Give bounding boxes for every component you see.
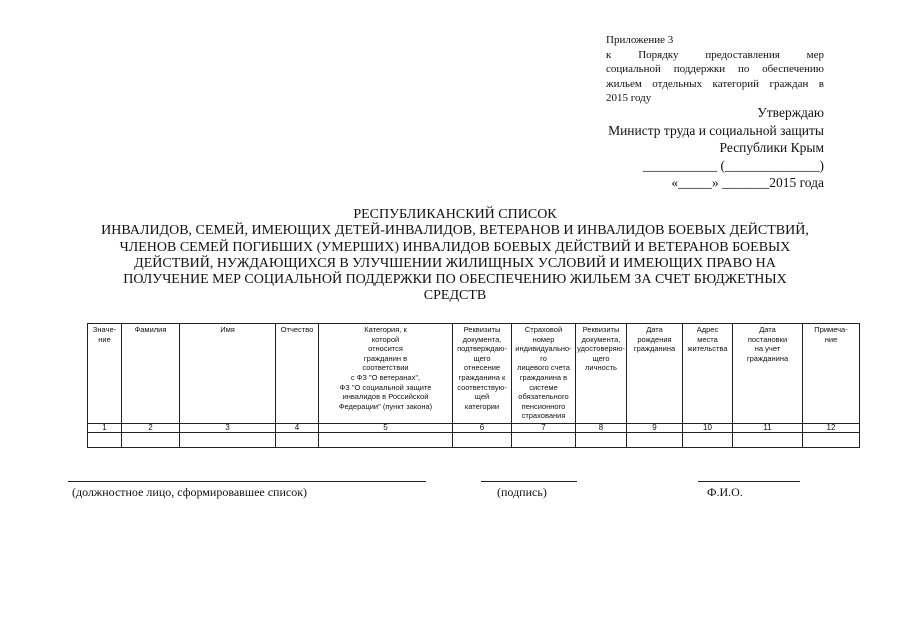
table-cell[interactable] xyxy=(576,433,627,448)
header-cell: Примеча- ние xyxy=(803,324,860,424)
header-cell: Реквизиты документа, подтверждаю- щего отнесение гражданина к соответствую- щей категории xyxy=(453,324,512,424)
table-cell[interactable] xyxy=(276,433,319,448)
title-line: ДЕЙСТВИЙ, НУЖДАЮЩИХСЯ В УЛУЧШЕНИИ ЖИЛИЩНЫХ УСЛОВИЙ И ИМЕЮЩИХ ПРАВО НА xyxy=(134,255,776,271)
header-cell: Реквизиты документа, удостоверяю- щего личность xyxy=(576,324,627,424)
official-signature-line[interactable] xyxy=(68,481,426,482)
document-title xyxy=(60,207,850,305)
header-cell: Дата постановки на учет гражданина xyxy=(733,324,803,424)
column-number: 4 xyxy=(276,424,319,433)
title-line: СРЕДСТВ xyxy=(423,288,487,304)
approval-line: Министр труда и социальной защиты xyxy=(608,122,824,138)
column-number: 5 xyxy=(319,424,453,433)
column-number: 3 xyxy=(180,424,276,433)
header-cell: Дата рождения гражданина xyxy=(627,324,683,424)
title-line: ИНВАЛИДОВ, СЕМЕЙ, ИМЕЮЩИХ ДЕТЕЙ-ИНВАЛИДОВ, ВЕТЕРАНОВ И ИНВАЛИДОВ БОЕВЫХ ДЕЙСТВИЙ, xyxy=(101,223,809,239)
approval-date-blank: «_____» _______2015 года xyxy=(671,175,824,190)
header-cell: Отчество xyxy=(276,324,319,424)
appendix-line: Приложение 3 xyxy=(606,34,674,46)
column-number: 9 xyxy=(627,424,683,433)
table-cell[interactable] xyxy=(803,433,860,448)
table-cell[interactable] xyxy=(122,433,180,448)
appendix-line: социальной поддержки по обеспечению xyxy=(606,63,824,75)
approval-line: Утверждаю xyxy=(757,105,824,120)
column-number: 10 xyxy=(683,424,733,433)
table-cell[interactable] xyxy=(319,433,453,448)
appendix-line: к Порядку предоставления мер xyxy=(606,48,824,61)
column-number: 8 xyxy=(576,424,627,433)
applicants-table xyxy=(87,323,860,448)
official-caption: (должностное лицо, сформировавшее список) xyxy=(72,485,308,499)
column-number: 7 xyxy=(512,424,576,433)
title-line: ПОЛУЧЕНИЕ МЕР СОЦИАЛЬНОЙ ПОДДЕРЖКИ ПО ОБЕСПЕЧЕНИЮ ЖИЛЬЕМ ЗА СЧЕТ БЮДЖЕТНЫХ xyxy=(123,272,787,288)
column-number: 1 xyxy=(88,424,122,433)
header-cell: Имя xyxy=(180,324,276,424)
table-cell[interactable] xyxy=(88,433,122,448)
title-line: РЕСПУБЛИКАНСКИЙ СПИСОК xyxy=(353,207,557,222)
column-number: 6 xyxy=(453,424,512,433)
table-cell[interactable] xyxy=(683,433,733,448)
column-number: 2 xyxy=(122,424,180,433)
title-line: ЧЛЕНОВ СЕМЕЙ ПОГИБШИХ (УМЕРШИХ) ИНВАЛИДОВ БОЕВЫХ ДЕЙСТВИЙ И ВЕТЕРАНОВ БОЕВЫХ xyxy=(119,239,791,255)
approval-signature-blank: ___________ (______________) xyxy=(642,157,824,173)
table-cell[interactable] xyxy=(627,433,683,448)
column-number-row xyxy=(88,424,860,433)
appendix-line: 2015 году xyxy=(606,92,652,104)
approval-line: Республики Крым xyxy=(719,140,824,155)
header-cell: Фамилия xyxy=(122,324,180,424)
table-cell[interactable] xyxy=(512,433,576,448)
name-caption: Ф.И.О. xyxy=(707,485,743,499)
header-cell: Категория, к которой относится гражданин в соответствии с ФЗ "О ветеранах", ФЗ "О социальной защите инвалидов в Российской Федерации" (пункт закона) xyxy=(319,324,453,424)
table-cell[interactable] xyxy=(453,433,512,448)
appendix-line: жильем отдельных категорий граждан в xyxy=(606,77,824,90)
signature-line[interactable] xyxy=(481,481,577,482)
column-number: 11 xyxy=(733,424,803,433)
signature-caption: (подпись) xyxy=(497,485,547,499)
header-cell: Страховой номер индивидуально- го лицевого счета гражданина в системе обязательного пенсионного страхования xyxy=(512,324,576,424)
header-cell: Значе- ние xyxy=(88,324,122,424)
table-row xyxy=(88,433,860,448)
approval-block xyxy=(560,104,824,192)
appendix-note xyxy=(606,33,824,106)
table-header-row xyxy=(88,324,860,424)
header-cell: Адрес места жительства xyxy=(683,324,733,424)
table-cell[interactable] xyxy=(733,433,803,448)
column-number: 12 xyxy=(803,424,860,433)
table-cell[interactable] xyxy=(180,433,276,448)
name-line[interactable] xyxy=(698,481,800,482)
